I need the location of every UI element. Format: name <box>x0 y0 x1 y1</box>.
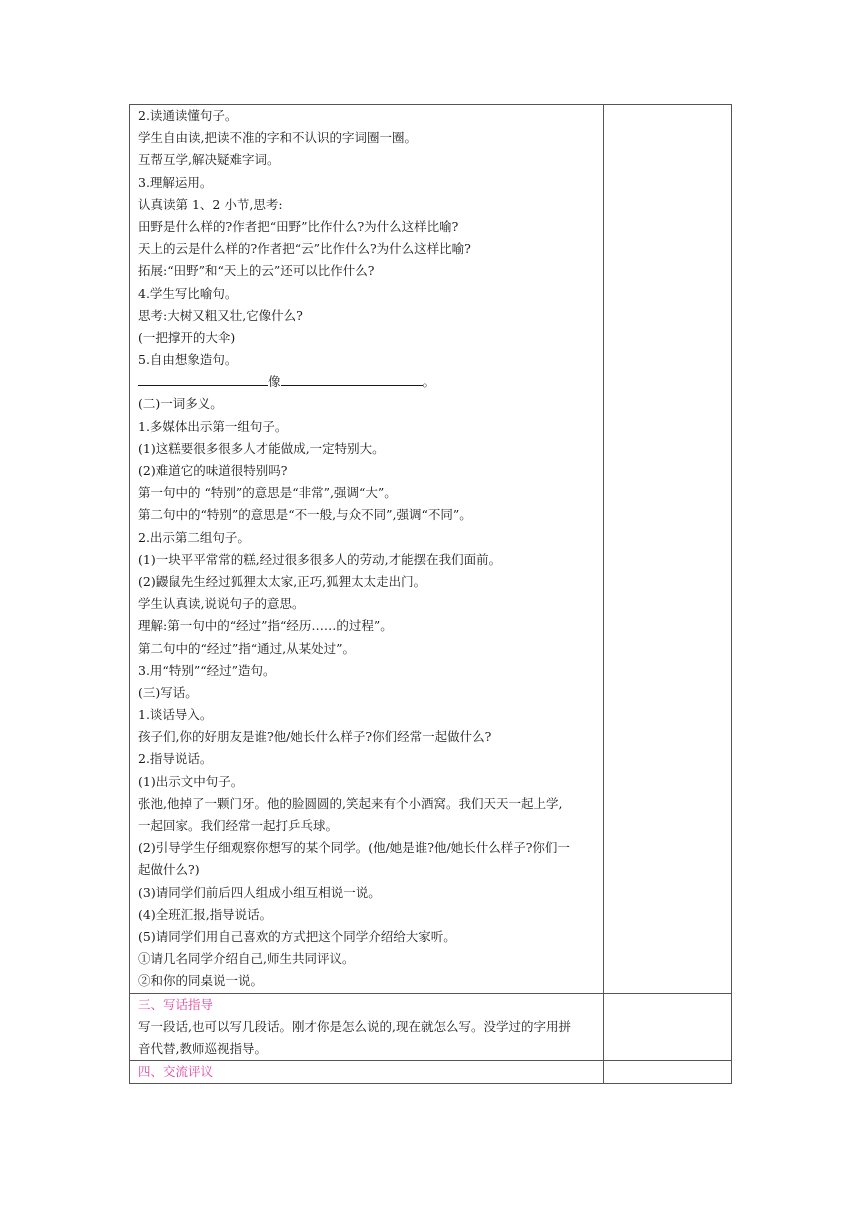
text-line: 5.自由想象造句。 <box>138 352 238 368</box>
text-line: (1)一块平平常常的糕,经过很多很多人的劳动,才能摆在我们面前。 <box>138 551 502 567</box>
main-content-cell <box>130 105 604 994</box>
notes-cell <box>604 993 732 1061</box>
text-line: 理解:第一句中的“经过”指“经历……的过程”。 <box>138 618 393 634</box>
section3-cell <box>130 993 604 1061</box>
text-line: ②和你的同桌说一说。 <box>138 973 264 989</box>
table-row <box>130 105 732 994</box>
text-line: (三)写话。 <box>138 684 198 700</box>
lesson-plan-table <box>129 104 732 1084</box>
text-line: 2.出示第二组句子。 <box>138 529 250 545</box>
text-line: 2.指导说话。 <box>138 751 213 767</box>
section3-line: 写一段话,也可以写几段话。刚才你是怎么说的,现在就怎么写。没学过的字用拼 <box>138 1018 571 1034</box>
section4-cell <box>130 1061 604 1084</box>
text-line: (1)出示文中句子。 <box>138 773 244 789</box>
text-line: 4.学生写比喻句。 <box>138 285 238 301</box>
text-line: (2)鼹鼠先生经过狐狸太太家,正巧,狐狸太太走出门。 <box>138 573 427 589</box>
blank-underline <box>138 371 268 386</box>
fill-blank-middle: 像 <box>268 374 281 390</box>
text-line: ①请几名同学介绍自己,师生共同评议。 <box>138 951 355 967</box>
table-row <box>130 993 732 1061</box>
section3-line: 音代替,教师巡视指导。 <box>138 1040 267 1056</box>
text-line: 起做什么?) <box>138 862 200 878</box>
text-line: 张池,他掉了一颗门牙。他的脸圆圆的,笑起来有个小酒窝。我们天天一起上学, <box>138 795 563 811</box>
text-line: (3)请同学们前后四人组成小组互相说一说。 <box>138 884 381 900</box>
text-line: 思考:大树又粗又壮,它像什么? <box>138 307 303 323</box>
blank-underline <box>281 371 423 386</box>
text-line: 第一句中的 “特别”的意思是“非常”,强调“大”。 <box>138 485 397 501</box>
text-line: 第二句中的“经过”指“通过,从某处过”。 <box>138 640 356 656</box>
section4-heading: 四、交流评议 <box>138 1064 214 1080</box>
text-line: (5)请同学们用自己喜欢的方式把这个同学介绍给大家听。 <box>138 928 456 944</box>
text-line: (2)难道它的味道很特别吗? <box>138 463 288 478</box>
fill-blank-line <box>130 371 603 393</box>
notes-cell <box>604 1061 732 1084</box>
text-line: 孩子们,你的好朋友是谁?他/她长什么样子?你们经常一起做什么? <box>138 729 492 745</box>
text-line: (一把撑开的大伞) <box>138 329 236 345</box>
text-line: 认真读第 1、2 小节,思考: <box>138 196 283 212</box>
text-line: 3.理解运用。 <box>138 174 213 190</box>
text-line: 第二句中的“特别”的意思是“不一般,与众不同”,强调“不同”。 <box>138 507 472 523</box>
text-line: (4)全班汇报,指导说话。 <box>138 906 273 922</box>
text-line: (1)这糕要很多很多人才能做成,一定特别大。 <box>138 440 385 456</box>
text-line: (2)引导学生仔细观察你想写的某个同学。(他/她是谁?他/她长什么样子?你们一 <box>138 840 570 856</box>
text-line: (二)一词多义。 <box>138 396 223 412</box>
text-line: 3.用“特别”“经过”造句。 <box>138 662 276 678</box>
text-line: 一起回家。我们经常一起打乒乓球。 <box>138 818 339 833</box>
text-line: 2.读通读懂句子。 <box>138 108 238 123</box>
text-line: 田野是什么样的?作者把“田野”比作什么?为什么这样比喻? <box>138 218 459 234</box>
text-line: 学生自由读,把读不准的字和不认识的字词圈一圈。 <box>138 130 417 146</box>
text-line: 学生认真读,说说句子的意思。 <box>138 596 305 612</box>
text-line: 1.多媒体出示第一组句子。 <box>138 418 288 434</box>
text-line: 拓展:“田野”和“天上的云”还可以比作什么? <box>138 263 375 279</box>
text-line: 互帮互学,解决疑难字词。 <box>138 152 280 168</box>
section2-text <box>130 105 603 371</box>
fill-blank-end: 。 <box>422 374 436 390</box>
text-line: 1.谈话导入。 <box>138 707 213 723</box>
notes-cell <box>604 105 732 994</box>
text-line: 天上的云是什么样的?作者把“云”比作什么?为什么这样比喻? <box>138 241 471 257</box>
table-row <box>130 1061 732 1084</box>
section3-heading: 三、写话指导 <box>138 996 214 1012</box>
section2-text-continued <box>130 393 603 992</box>
